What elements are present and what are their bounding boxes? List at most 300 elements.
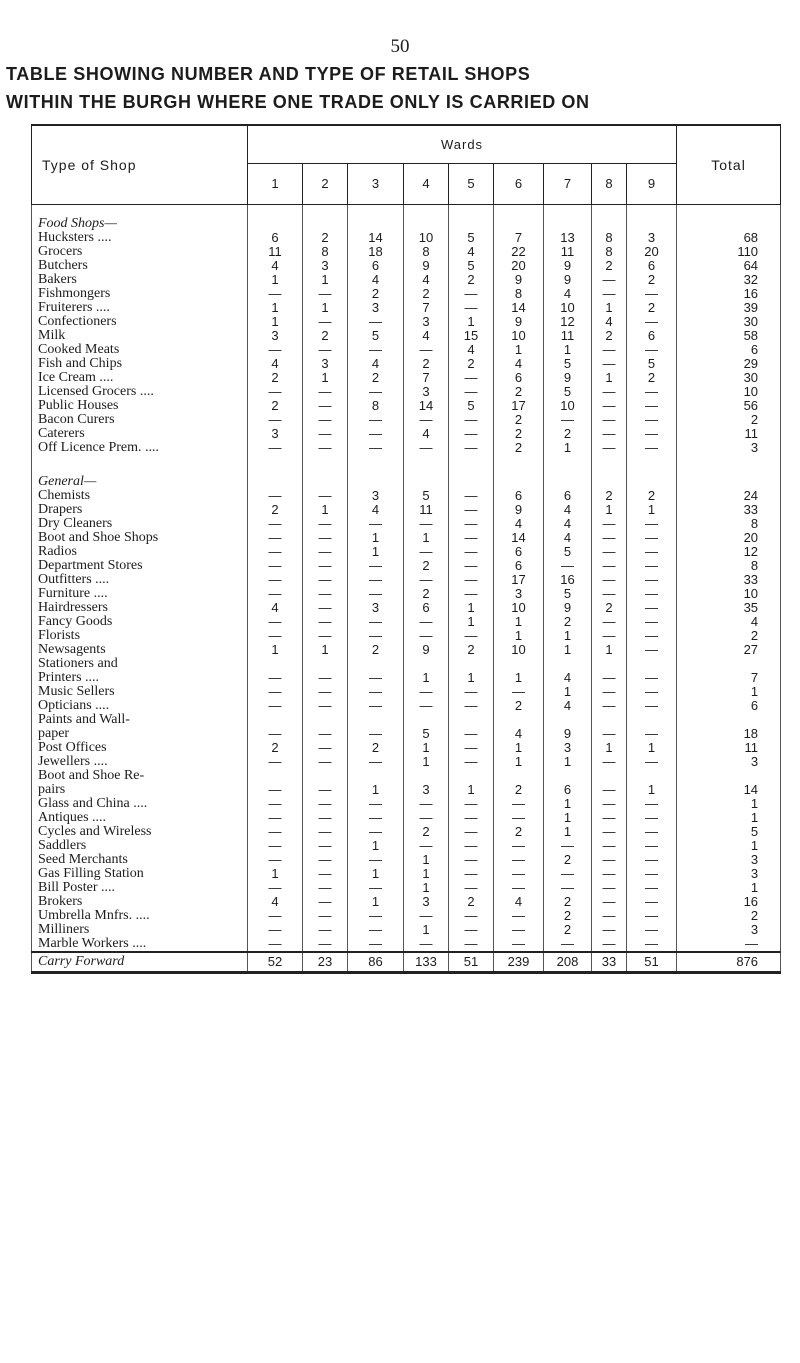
ward-count-cell: — (494, 797, 544, 811)
ward-count-cell: — (404, 937, 449, 952)
ward-number-header: 7 (544, 164, 592, 205)
ward-count-cell: — (627, 853, 677, 867)
total-cell: 11 (677, 741, 781, 755)
ward-count-cell: 4 (544, 699, 592, 713)
ward-count-cell: 4 (348, 273, 404, 287)
ward-count-cell: — (404, 517, 449, 531)
ward-count-cell: 7 (494, 231, 544, 245)
ward-count-cell: 3 (404, 895, 449, 909)
ward-count-cell: 6 (348, 259, 404, 273)
ward-count-cell: 1 (449, 315, 494, 329)
section-heading-row (32, 475, 781, 489)
total-cell: 16 (677, 287, 781, 301)
ward-count-cell: 52 (248, 952, 303, 973)
ward-count-cell: — (627, 399, 677, 413)
shop-type-label: Marble Workers .... (32, 937, 248, 952)
ward-count-cell: — (592, 587, 627, 601)
retail-shops-table (31, 124, 781, 974)
ward-count-cell: — (494, 909, 544, 923)
ward-count-cell: — (627, 427, 677, 441)
ward-count-cell: — (248, 699, 303, 713)
ward-count-cell: 1 (404, 853, 449, 867)
ward-count-cell: 2 (404, 559, 449, 573)
ward-count-cell: 1 (404, 741, 449, 755)
table-row (32, 371, 781, 385)
table-row (32, 531, 781, 545)
total-cell: 7 (677, 671, 781, 685)
ward-count-cell: — (592, 811, 627, 825)
ward-count-cell: 2 (348, 643, 404, 657)
total-cell: 24 (677, 489, 781, 503)
shop-type-label: Glass and China .... (32, 797, 248, 811)
ward-count-cell: — (449, 727, 494, 741)
ward-count-cell: 1 (544, 825, 592, 839)
ward-count-cell: 3 (348, 489, 404, 503)
shop-type-label: Cooked Meats (32, 343, 248, 357)
table-row (32, 839, 781, 853)
ward-count-cell: — (592, 923, 627, 937)
table-row (32, 441, 781, 455)
table-row (32, 769, 781, 783)
total-header: Total (677, 125, 781, 205)
ward-count-cell: 1 (494, 615, 544, 629)
ward-count-cell: — (248, 909, 303, 923)
total-cell: 58 (677, 329, 781, 343)
ward-count-cell: — (449, 413, 494, 427)
ward-count-cell: — (627, 587, 677, 601)
ward-count-cell: — (592, 441, 627, 455)
ward-count-cell: 8 (494, 287, 544, 301)
ward-count-cell: 1 (348, 839, 404, 853)
ward-count-cell: 4 (494, 727, 544, 741)
ward-count-cell: 1 (248, 867, 303, 881)
ward-count-cell: 5 (544, 385, 592, 399)
table-row (32, 601, 781, 615)
ward-count-cell (627, 475, 677, 489)
ward-count-cell: 11 (404, 503, 449, 517)
ward-count-cell: — (449, 699, 494, 713)
ward-count-cell: 4 (544, 671, 592, 685)
shop-type-label: Opticians .... (32, 699, 248, 713)
ward-count-cell: 10 (494, 643, 544, 657)
table-row (32, 685, 781, 699)
ward-count-cell: — (494, 839, 544, 853)
ward-count-cell: — (544, 839, 592, 853)
ward-count-cell: — (248, 811, 303, 825)
ward-count-cell: — (404, 685, 449, 699)
ward-count-cell: — (404, 839, 449, 853)
shop-type-label: Caterers (32, 427, 248, 441)
ward-count-cell: 1 (348, 867, 404, 881)
ward-count-cell: — (303, 727, 348, 741)
ward-count-cell: — (248, 755, 303, 769)
shop-type-label: Off Licence Prem. .... (32, 441, 248, 455)
ward-count-cell: 1 (404, 881, 449, 895)
ward-count-cell: 6 (544, 783, 592, 797)
ward-count-cell (303, 455, 348, 475)
ward-count-cell: — (627, 615, 677, 629)
ward-count-cell: — (449, 825, 494, 839)
ward-count-cell: 6 (494, 371, 544, 385)
total-cell: 68 (677, 231, 781, 245)
total-cell: 11 (677, 427, 781, 441)
ward-count-cell: — (303, 615, 348, 629)
ward-count-cell (404, 657, 449, 671)
ward-count-cell: — (248, 727, 303, 741)
ward-count-cell (627, 455, 677, 475)
ward-count-cell: — (449, 559, 494, 573)
ward-count-cell: — (303, 287, 348, 301)
ward-count-cell: — (303, 573, 348, 587)
ward-count-cell: — (627, 825, 677, 839)
ward-count-cell: 1 (404, 671, 449, 685)
ward-count-cell (494, 475, 544, 489)
ward-count-cell: 1 (544, 685, 592, 699)
ward-count-cell: 2 (348, 741, 404, 755)
table-row (32, 489, 781, 503)
ward-count-cell (544, 205, 592, 232)
ward-count-cell: — (303, 909, 348, 923)
ward-count-cell: 2 (348, 287, 404, 301)
ward-count-cell: 2 (544, 895, 592, 909)
ward-count-cell: — (592, 531, 627, 545)
ward-count-cell: — (248, 531, 303, 545)
shop-type-label: Jewellers .... (32, 755, 248, 769)
ward-count-cell: — (303, 825, 348, 839)
ward-count-cell: — (627, 895, 677, 909)
ward-count-cell: 10 (544, 301, 592, 315)
ward-count-cell: — (494, 881, 544, 895)
ward-count-cell: 4 (544, 503, 592, 517)
ward-count-cell: — (248, 881, 303, 895)
ward-count-cell: — (303, 671, 348, 685)
ward-count-cell: — (303, 399, 348, 413)
ward-count-cell (544, 475, 592, 489)
ward-count-cell: 1 (348, 531, 404, 545)
ward-count-cell: — (348, 825, 404, 839)
shop-type-label: Umbrella Mnfrs. .... (32, 909, 248, 923)
table-row (32, 797, 781, 811)
shop-type-label: Ice Cream .... (32, 371, 248, 385)
ward-count-cell: 2 (494, 699, 544, 713)
ward-count-cell: 51 (627, 952, 677, 973)
ward-count-cell: — (627, 727, 677, 741)
ward-count-cell: — (544, 867, 592, 881)
shop-type-label: Milliners (32, 923, 248, 937)
total-cell: 14 (677, 783, 781, 797)
ward-count-cell: 2 (449, 895, 494, 909)
ward-count-cell: 1 (449, 601, 494, 615)
ward-count-cell: — (348, 559, 404, 573)
ward-count-cell: — (627, 643, 677, 657)
ward-count-cell: — (627, 937, 677, 952)
ward-count-cell (449, 455, 494, 475)
ward-count-cell: — (449, 489, 494, 503)
ward-count-cell: — (348, 573, 404, 587)
ward-count-cell (348, 769, 404, 783)
ward-count-cell (592, 769, 627, 783)
ward-count-cell (627, 657, 677, 671)
ward-count-cell: — (248, 839, 303, 853)
ward-count-cell: — (592, 853, 627, 867)
ward-count-cell: — (449, 685, 494, 699)
table-row (32, 909, 781, 923)
ward-count-cell: 2 (494, 441, 544, 455)
ward-count-cell: 86 (348, 952, 404, 973)
ward-count-cell: 9 (544, 371, 592, 385)
ward-count-cell: — (592, 783, 627, 797)
ward-count-cell: — (303, 839, 348, 853)
ward-count-cell: — (449, 811, 494, 825)
shop-type-label: Grocers (32, 245, 248, 259)
ward-count-cell: — (592, 839, 627, 853)
ward-count-cell: 1 (627, 783, 677, 797)
table-row (32, 867, 781, 881)
ward-count-cell: — (248, 517, 303, 531)
table-row (32, 545, 781, 559)
ward-count-cell: 133 (404, 952, 449, 973)
ward-count-cell: — (627, 811, 677, 825)
ward-count-cell: 1 (248, 643, 303, 657)
ward-count-cell: 1 (303, 301, 348, 315)
shop-type-label: Antiques .... (32, 811, 248, 825)
table-title-line-2: WITHIN THE BURGH WHERE ONE TRADE ONLY IS CARRIED ON (6, 92, 590, 112)
shop-type-label: Hairdressers (32, 601, 248, 615)
ward-count-cell (303, 205, 348, 232)
table-row (32, 517, 781, 531)
total-cell: 4 (677, 615, 781, 629)
shop-type-label: Outfitters .... (32, 573, 248, 587)
ward-count-cell: 4 (404, 273, 449, 287)
ward-count-cell: 10 (404, 231, 449, 245)
ward-count-cell: 1 (592, 371, 627, 385)
ward-count-cell: — (592, 385, 627, 399)
ward-number-header: 4 (404, 164, 449, 205)
total-cell: 32 (677, 273, 781, 287)
ward-count-cell: 2 (544, 923, 592, 937)
table-row (32, 573, 781, 587)
ward-count-cell: 1 (303, 273, 348, 287)
ward-count-cell: 3 (404, 385, 449, 399)
ward-count-cell: — (248, 783, 303, 797)
table-row (32, 343, 781, 357)
ward-count-cell: — (348, 755, 404, 769)
ward-count-cell: 2 (303, 329, 348, 343)
ward-count-cell: 9 (544, 601, 592, 615)
shop-type-label: Confectioners (32, 315, 248, 329)
shop-type-label: Dry Cleaners (32, 517, 248, 531)
ward-count-cell: — (404, 441, 449, 455)
ward-count-cell: — (404, 343, 449, 357)
ward-count-cell: — (303, 441, 348, 455)
ward-count-cell: 1 (348, 545, 404, 559)
ward-count-cell: 8 (592, 231, 627, 245)
ward-count-cell: — (449, 797, 494, 811)
ward-count-cell: 1 (544, 811, 592, 825)
ward-count-cell (248, 205, 303, 232)
table-row (32, 643, 781, 657)
table-row (32, 273, 781, 287)
ward-count-cell (592, 713, 627, 727)
ward-count-cell: 1 (627, 503, 677, 517)
ward-count-cell: — (303, 811, 348, 825)
ward-count-cell (348, 205, 404, 232)
table-row (32, 755, 781, 769)
ward-count-cell (449, 205, 494, 232)
ward-count-cell: 23 (303, 952, 348, 973)
ward-count-cell: — (592, 287, 627, 301)
ward-count-cell: — (348, 727, 404, 741)
ward-count-cell: — (592, 573, 627, 587)
table-row (32, 895, 781, 909)
ward-count-cell: 20 (494, 259, 544, 273)
shop-type-label: Boot and Shoe Re- (32, 769, 248, 783)
ward-count-cell (248, 455, 303, 475)
ward-count-cell: — (449, 741, 494, 755)
ward-count-cell: 7 (404, 371, 449, 385)
ward-count-cell: 3 (303, 259, 348, 273)
ward-count-cell: 1 (544, 643, 592, 657)
ward-count-cell: — (627, 441, 677, 455)
ward-count-cell: 2 (592, 489, 627, 503)
ward-count-cell: 2 (627, 273, 677, 287)
ward-count-cell: — (303, 385, 348, 399)
ward-count-cell: 33 (592, 952, 627, 973)
ward-count-cell: — (303, 867, 348, 881)
ward-count-cell: — (627, 923, 677, 937)
table-row (32, 671, 781, 685)
ward-count-cell: — (592, 273, 627, 287)
ward-count-cell: 2 (494, 413, 544, 427)
ward-count-cell: 2 (544, 615, 592, 629)
total-cell (677, 657, 781, 671)
shop-type-label: General— (32, 475, 248, 489)
ward-count-cell: — (348, 427, 404, 441)
ward-count-cell: — (303, 881, 348, 895)
ward-count-cell: — (627, 755, 677, 769)
ward-count-cell: 3 (404, 315, 449, 329)
ward-count-cell (544, 657, 592, 671)
shop-type-label: Bakers (32, 273, 248, 287)
ward-count-cell: — (449, 427, 494, 441)
total-cell: — (677, 937, 781, 952)
ward-count-cell: 22 (494, 245, 544, 259)
ward-count-cell: — (248, 489, 303, 503)
ward-count-cell: 1 (544, 797, 592, 811)
ward-count-cell: — (592, 895, 627, 909)
wards-header: Wards (248, 125, 677, 164)
shop-type-label: Paints and Wall- (32, 713, 248, 727)
ward-count-cell: 18 (348, 245, 404, 259)
ward-count-cell: — (449, 545, 494, 559)
ward-count-cell: 2 (348, 371, 404, 385)
ward-count-cell: 9 (544, 273, 592, 287)
ward-count-cell: — (303, 741, 348, 755)
ward-count-cell: — (592, 559, 627, 573)
shop-type-label: Food Shops— (32, 205, 248, 232)
ward-count-cell: — (303, 923, 348, 937)
ward-count-cell: — (494, 853, 544, 867)
ward-count-cell: — (248, 629, 303, 643)
spacer-row (32, 455, 781, 475)
ward-count-cell: 5 (544, 545, 592, 559)
shop-type-label: Boot and Shoe Shops (32, 531, 248, 545)
ward-count-cell (449, 657, 494, 671)
ward-count-cell: — (404, 413, 449, 427)
ward-count-cell: — (348, 615, 404, 629)
ward-count-cell: 1 (303, 503, 348, 517)
table-row (32, 657, 781, 671)
ward-count-cell: 4 (544, 287, 592, 301)
ward-count-cell: 11 (544, 245, 592, 259)
total-cell: 8 (677, 517, 781, 531)
ward-count-cell: 4 (544, 517, 592, 531)
ward-count-cell: 10 (494, 329, 544, 343)
ward-count-cell (592, 475, 627, 489)
ward-count-cell: 5 (449, 259, 494, 273)
ward-count-cell: 14 (404, 399, 449, 413)
ward-count-cell: 2 (404, 287, 449, 301)
ward-count-cell: 8 (404, 245, 449, 259)
ward-count-cell: — (248, 937, 303, 952)
ward-count-cell (248, 769, 303, 783)
total-cell (677, 205, 781, 232)
ward-count-cell: — (303, 587, 348, 601)
ward-count-cell: 5 (544, 587, 592, 601)
ward-count-cell: 2 (248, 503, 303, 517)
table-row (32, 923, 781, 937)
ward-count-cell: — (348, 343, 404, 357)
ward-count-cell: 1 (248, 315, 303, 329)
shop-type-label: Licensed Grocers .... (32, 385, 248, 399)
ward-count-cell (404, 769, 449, 783)
table-row (32, 413, 781, 427)
ward-count-cell (627, 769, 677, 783)
ward-count-cell: — (449, 531, 494, 545)
shop-type-label: Radios (32, 545, 248, 559)
ward-count-cell: 2 (303, 231, 348, 245)
ward-count-cell (449, 769, 494, 783)
ward-count-cell: 4 (494, 895, 544, 909)
table-row (32, 615, 781, 629)
ward-count-cell: — (449, 301, 494, 315)
ward-count-cell: — (248, 685, 303, 699)
shop-type-label: Bacon Curers (32, 413, 248, 427)
ward-count-cell: 3 (544, 741, 592, 755)
ward-count-cell: — (627, 685, 677, 699)
shop-type-label: Milk (32, 329, 248, 343)
ward-count-cell: 51 (449, 952, 494, 973)
ward-count-cell: 1 (494, 629, 544, 643)
ward-count-cell: 4 (494, 357, 544, 371)
shop-type-label: Drapers (32, 503, 248, 517)
ward-count-cell: — (303, 783, 348, 797)
ward-count-cell: — (544, 413, 592, 427)
ward-count-cell: — (303, 895, 348, 909)
ward-count-cell: — (404, 811, 449, 825)
ward-count-cell: — (449, 385, 494, 399)
ward-count-cell: 8 (348, 399, 404, 413)
total-cell: 1 (677, 881, 781, 895)
ward-count-cell: — (494, 923, 544, 937)
ward-count-cell: 4 (248, 601, 303, 615)
shop-type-label: Stationers and (32, 657, 248, 671)
total-cell: 876 (677, 952, 781, 973)
ward-count-cell: 5 (544, 357, 592, 371)
ward-count-cell: — (494, 937, 544, 952)
ward-count-cell: 2 (248, 399, 303, 413)
ward-count-cell: — (303, 629, 348, 643)
